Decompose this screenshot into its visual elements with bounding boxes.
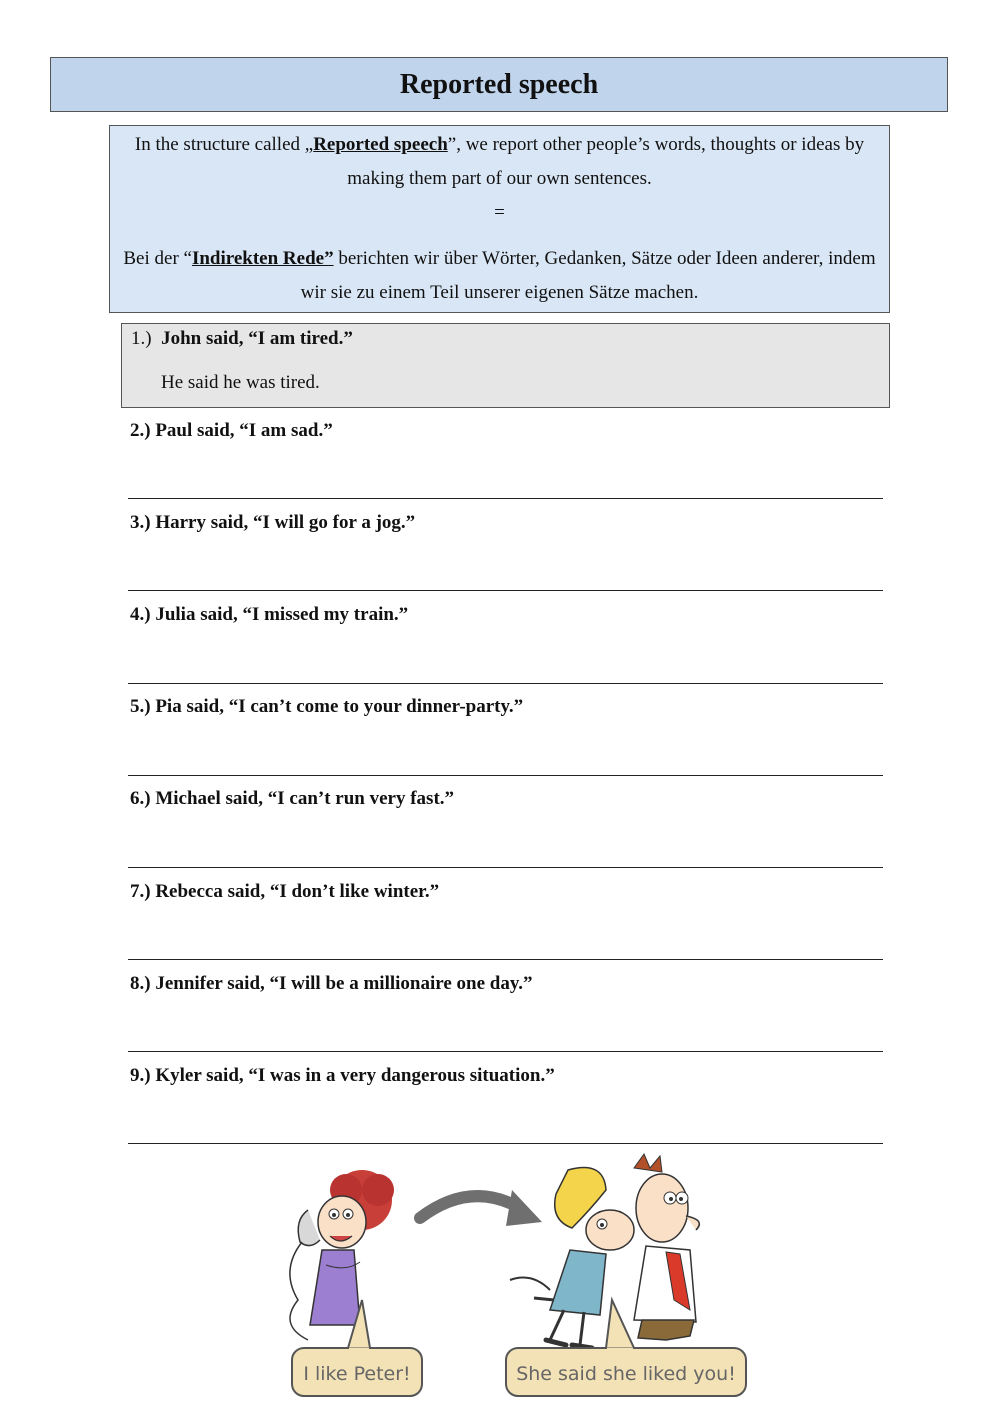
exercise-9: 9.) Kyler said, “I was in a very dangerous situation.” [130,1065,555,1086]
example-sentence: John said, “I am tired.” [161,328,353,349]
page-title: Reported speech [399,68,599,100]
intro-de-suffix: berichten wir über Wörter, Gedanken, Sätze oder Ideen anderer, indem wir sie zu einem Teil unserer eigenen Sätze machen. [300,248,876,303]
woman-on-phone-figure [290,1170,394,1340]
example-box [121,323,890,408]
intro-english [110,128,889,196]
man-figure [634,1154,699,1340]
answer-line-3[interactable] [128,590,883,591]
intro-equals: = [494,202,505,223]
answer-line-6[interactable] [128,867,883,868]
intro-en-prefix: In the structure called „ [134,134,314,155]
answer-line-4[interactable] [128,683,883,684]
exercise-6: 6.) Michael said, “I can’t run very fast.” [130,788,455,809]
answer-line-2[interactable] [128,498,883,499]
answer-line-8[interactable] [128,1051,883,1052]
bubble-left-text: I like Peter! [303,1363,411,1385]
example-number: 1.) [131,328,152,349]
speech-bubble-right [506,1300,746,1396]
arrow-icon [420,1190,542,1226]
intro-de-keyword: Indirekten Rede” [191,248,334,269]
cartoon-illustration [250,1150,760,1410]
answer-line-9[interactable] [128,1143,883,1144]
exercise-8: 8.) Jennifer said, “I will be a millionaire one day.” [130,973,533,994]
example-question [131,328,353,350]
exercise-4: 4.) Julia said, “I missed my train.” [130,604,409,625]
exercise-7: 7.) Rebecca said, “I don’t like winter.” [130,881,440,902]
intro-german [110,242,889,310]
title-banner [50,57,948,112]
exercise-3: 3.) Harry said, “I will go for a jog.” [130,512,416,533]
bubble-right-text: She said she liked you! [516,1363,736,1385]
answer-line-7[interactable] [128,959,883,960]
intro-box [109,125,890,313]
intro-de-prefix: Bei der “ [123,248,192,269]
intro-en-suffix: ”, we report other people’s words, thoughts or ideas by making them part of our own sentences. [347,134,865,189]
exercise-2: 2.) Paul said, “I am sad.” [130,420,333,441]
exercise-5: 5.) Pia said, “I can’t come to your dinner-party.” [130,696,524,717]
answer-line-5[interactable] [128,775,883,776]
example-answer: He said he was tired. [161,372,320,393]
intro-en-keyword: Reported speech [313,134,448,155]
